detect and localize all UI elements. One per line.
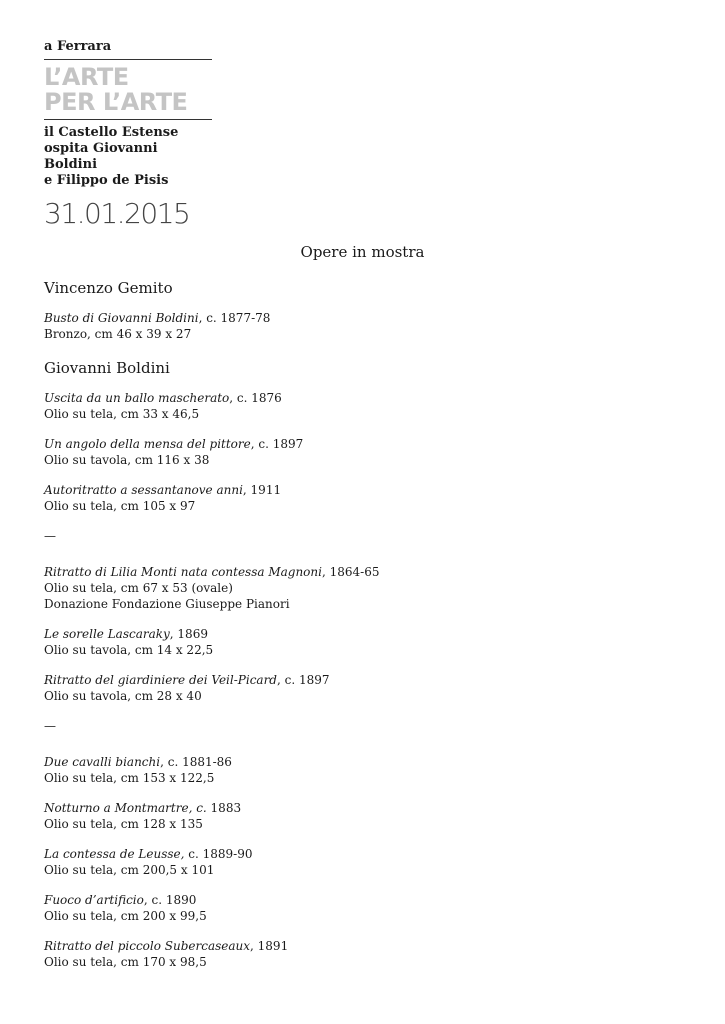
work-title: Ritratto del piccolo Subercaseaux <box>44 939 251 953</box>
work-date: , c. 1890 <box>143 893 197 907</box>
work-title: Ritratto di Lilia Monti nata contessa Magnoni <box>44 565 322 579</box>
work-title: Autoritratto a sessantanove anni <box>44 483 243 497</box>
work-item <box>44 436 684 468</box>
work-date: , c. 1897 <box>250 437 304 451</box>
work-date: , 1911 <box>242 483 282 497</box>
header <box>44 38 212 229</box>
work-medium: Olio su tavola, cm 14 x 22,5 <box>44 643 214 657</box>
group-separator: — <box>44 719 56 733</box>
brand-title <box>44 65 212 115</box>
work-item <box>44 938 684 970</box>
work-date: , c. 1877-78 <box>198 311 271 325</box>
work-medium: Olio su tela, cm 200,5 x 101 <box>44 863 215 877</box>
subtitle-line-1: il Castello Estense <box>44 125 179 140</box>
work-item <box>44 846 684 878</box>
work-date: 1883 <box>206 801 242 815</box>
work-item <box>44 390 684 422</box>
work-note: Donazione Fondazione Giuseppe Pianori <box>44 597 290 611</box>
work-title: Fuoco d’artificio <box>44 893 144 907</box>
work-date: , 1864-65 <box>321 565 380 579</box>
work-item <box>44 310 684 342</box>
group-separator: — <box>44 529 56 543</box>
works-list <box>44 278 684 984</box>
section-title: Opere in mostra <box>300 243 425 261</box>
work-title: Uscita da un ballo mascherato <box>44 391 230 405</box>
work-medium: Bronzo, cm 46 x 39 x 27 <box>44 327 192 341</box>
work-title: Le sorelle Lascaraky <box>44 627 170 641</box>
work-medium: Olio su tela, cm 128 x 135 <box>44 817 203 831</box>
work-item <box>44 672 684 704</box>
work-item <box>44 754 684 786</box>
work-title: Un angolo della mensa del pittore <box>44 437 251 451</box>
work-item <box>44 482 684 514</box>
work-medium: Olio su tela, cm 200 x 99,5 <box>44 909 207 923</box>
work-medium: Olio su tela, cm 67 x 53 (ovale) <box>44 581 233 595</box>
work-item <box>44 800 684 832</box>
work-medium: Olio su tela, cm 105 x 97 <box>44 499 196 513</box>
work-title: Notturno a Montmartre, c. <box>44 801 207 815</box>
work-medium: Olio su tela, cm 33 x 46,5 <box>44 407 200 421</box>
header-rule-bottom <box>44 119 212 120</box>
subtitle-line-3: e Filippo de Pisis <box>44 173 169 188</box>
header-subtitle <box>44 125 212 189</box>
work-date: , 1869 <box>169 627 208 641</box>
work-date: c. 1889-90 <box>184 847 253 861</box>
artist-name: Vincenzo Gemito <box>44 279 173 297</box>
brand-line-2: PER L’ARTE <box>44 88 188 116</box>
work-medium: Olio su tavola, cm 116 x 38 <box>44 453 210 467</box>
work-title: Ritratto del giardiniere dei Veil-Picard <box>44 673 277 687</box>
work-date: , c. 1876 <box>229 391 282 405</box>
brand-line-1: L’ARTE <box>44 63 129 91</box>
work-title: Busto di Giovanni Boldini <box>44 311 199 325</box>
city-label: a Ferrara <box>44 39 112 54</box>
event-date: 31.01.2015 <box>44 197 190 230</box>
work-date: , c. 1881-86 <box>160 755 232 769</box>
work-date: , c. 1897 <box>277 673 330 687</box>
work-medium: Olio su tela, cm 153 x 122,5 <box>44 771 215 785</box>
artist-name: Giovanni Boldini <box>44 359 170 377</box>
work-date: , 1891 <box>250 939 289 953</box>
work-item <box>44 564 684 612</box>
work-item <box>44 892 684 924</box>
header-rule-top <box>44 59 212 60</box>
work-medium: Olio su tavola, cm 28 x 40 <box>44 689 202 703</box>
work-title: Due cavalli bianchi <box>44 755 161 769</box>
subtitle-line-2: ospita Giovanni Boldini <box>44 141 158 172</box>
work-medium: Olio su tela, cm 170 x 98,5 <box>44 955 207 969</box>
work-item <box>44 626 684 658</box>
work-title: La contessa de Leusse, <box>44 847 185 861</box>
